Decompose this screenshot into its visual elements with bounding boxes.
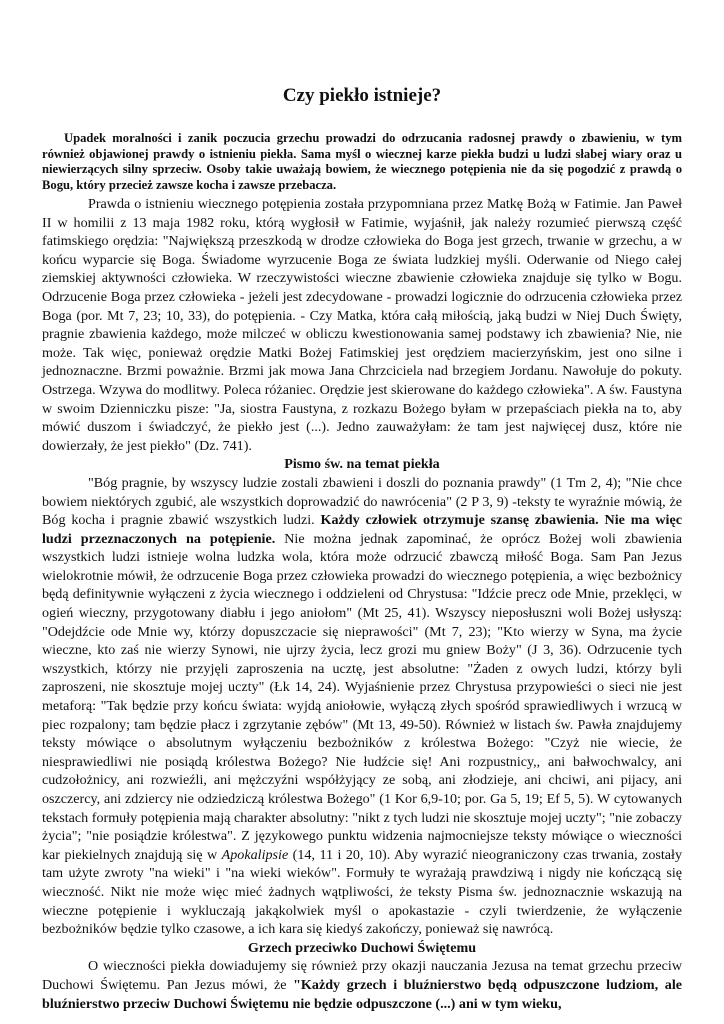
section-heading-holy-spirit: Grzech przeciwko Duchowi Świętemu bbox=[247, 939, 477, 956]
document-title: Czy piekło istnieje? bbox=[282, 85, 442, 106]
emphasis-quote: "Każdy grzech i bluźnierstwo będą odpuszczone ludziom, ale bluźnierstwo przeciw Duchowi Świętemu nie będzie odpuszczone (...) ani w tym wieku, bbox=[42, 976, 683, 1012]
paragraph-text: "Bóg pragnie, by wszyscy ludzie zostali zbawieni i doszli do poznania prawdy" (1 Tm 2, 4); "Nie chce bowiem niektórych zgubić, ale wszystkich doprowadzić do nawrócenia" (2 P 3, 9) -teksty te wyraźnie mówią, że Bóg kocha i pragnie zbawić wszystkich ludzi. bbox=[42, 474, 682, 529]
paragraph-scripture bbox=[42, 474, 682, 939]
paragraph-text: Nie można jednak zapominać, że oprócz Bożej woli zbawienia wszystkich ludzi istnieje wolna ludzka wola, która może odrzucić zbawczą miłość Boga. Sam Pan Jezus wielokrotnie mówił, że odrzucenie Boga przez człowieka prowadzi do wiecznego potępienia, a więc bezbożnicy będą definitywnie wyłączeni z życia wiecznego i oddzieleni od Chrystusa: "Idźcie precz ode Mnie, przeklęci, w ogień wieczny, przygotowany diabłu i jego aniołom" (Mt 25, 41). Wszyscy nieposłuszni woli Bożej usłyszą: "Odejdźcie ode Mnie wy, którzy dopuszczacie się nieprawości" (Mt 7, 23); "Kto wierzy w Syna, ma życie wieczne, kto zaś nie wierzy Synowi, nie ujrzy życia, lecz grozi mu gniew Boży" (J 3, 36). Odrzucenie tych wszystkich, którzy nie przyjęli zaproszenia na ucztę, jest absolutne: "Żaden z owych ludzi, którzy byli zaproszeni, nie skosztuje mojej uczty" (Łk 14, 24). Wyjaśnienie przez Chrystusa przypowieści o sieci nie jest metaforą: "Tak będzie przy końcu świata: wyjdą aniołowie, wyłączą złych spośród sprawiedliwych i wrzucą w piec rozpalony; tam będzie płacz i zgrzytanie zębów" (Mt 13, 49-50). Również w listach św. Pawła znajdujemy teksty mówiące o absolutnym wyłączeniu bezbożników z królestwa Bożego: "Czyż nie wiecie, że niesprawiedliwi nie posiądą królestwa Bożego? Nie łudźcie się! Ani rozpustnicy,, ani bałwochwalcy, ani cudzołożnicy, ani rozwieźli, ani mężczyźni współżyjący ze sobą, ani złodzieje, ani chciwi, ani pijacy, ani oszczercy, ani zdziercy nie odziedziczą królestwa Bożego" (1 Kor 6,9-10; por. Ga 5, 19; Ef 5, 5). W cytowanych tekstach formuły potępienia mają charakter absolutny: "nikt z tych ludzi nie skosztuje mojej uczty"; "nie zobaczy życia"; "nie posiądzie królestwa". Z językowego punktu widzenia najmocniejsze teksty mówiące o wieczności kar piekielnych znajdują się w bbox=[42, 530, 682, 863]
lead-paragraph: Upadek moralności i zanik poczucia grzechu prowadzi do odrzucania radosnej prawdy o zbawieniu, w tym również objawionej prawdy o istnieniu piekła. Sama myśl o wiecznej karze piekła budzi u ludzi słabej wiary oraz u niewierzących silny sprzeciw. Osoby takie uważają bowiem, że wiecznego potępienia nie da się pogodzić z prawdą o Bogu, który przecież zawsze kocha i zawsze przebacza. bbox=[42, 131, 682, 192]
document-body bbox=[42, 195, 682, 1013]
paragraph-fatima: Prawda o istnieniu wiecznego potępienia została przypomniana przez Matkę Bożą w Fatimie. Jan Paweł II w homilii z 13 maja 1982 roku, którą wygłosił w Fatimie, wyjaśnił, jak należy rozumieć pierwszą część fatimskiego orędzia: "Największą przeszkodą w drodze człowieka do Boga jest grzech, trwanie w grzechu, a w końcu wyparcie się Boga. Świadome wyrzucenie Boga ze świata ludzkiej myśli. Oderwanie od Niego całej ziemskiej aktywności człowieka. W rzeczywistości wieczne zbawienie człowieka znajduje się tylko w Bogu. Odrzucenie Boga przez człowieka - jeżeli jest zdecydowane - prowadzi logicznie do odrzucenia człowieka przez Boga (por. Mt 7, 23; 10, 33), do potępienia. - Czy Matka, która całą miłością, jaką budzi w Niej Duch Święty, pragnie zbawienia każdego, może milczeć w obliczu kwestionowania samej podstawy ich zbawienia? Nie, nie może. Tak więc, ponieważ orędzie Matki Bożej Fatimskiej jest orędziem macierzyńskim, jest ono silne i jednoznaczne. Brzmi poważnie. Brzmi jak mowa Jana Chrzciciela nad brzegiem Jordanu. Nawołuje do pokuty. Ostrzega. Wzywa do modlitwy. Poleca różaniec. Orędzie jest skierowane do każdego człowieka". A św. Faustyna w swoim Dzienniczku pisze: "Ja, siostra Faustyna, z rozkazu Bożego byłam w przepaściach piekła na to, aby mówić duszom i świadczyć, że piekło jest (...). Jedno zauważyłam: że tam jest najwięcej dusz, które nie dowierzały, że jest piekło" (Dz. 741). bbox=[42, 196, 682, 454]
paragraph-holy-spirit bbox=[42, 957, 682, 1013]
paragraph-text: O wieczności piekła dowiadujemy się również przy okazji nauczania Jezusa na temat grzechu przeciw Duchowi Świętemu. Pan Jezus mówi, że bbox=[42, 958, 682, 993]
italic-title: Apokalipsie bbox=[221, 846, 289, 863]
section-heading-scripture: Pismo św. na temat piekła bbox=[284, 456, 440, 473]
emphasis-text: Każdy człowiek otrzymuje szansę zbawienia. Nie ma więc ludzi przeznaczonych na potępienie. bbox=[42, 512, 682, 547]
paragraph-text: (14, 11 i 20, 10). Aby wyrazić nieograniczony czas trwania, zostały tam użyte zwroty "na wieki" i "na wieki wieków". Formuły te wyrażają prawdziwą i nigdy nie kończącą się wieczność. Nikt nie może więc mieć żadnych wątpliwości, że teksty Pisma św. jednoznacznie wskazują na wieczne potępienie i wykluczają jakąkolwiek myśl o apokastazie - czyli twierdzenie, że wyłączenie bezbożników będzie tylko czasowe, a ich kara się kiedyś zakończy, ponieważ się nawrócą. bbox=[42, 846, 682, 938]
